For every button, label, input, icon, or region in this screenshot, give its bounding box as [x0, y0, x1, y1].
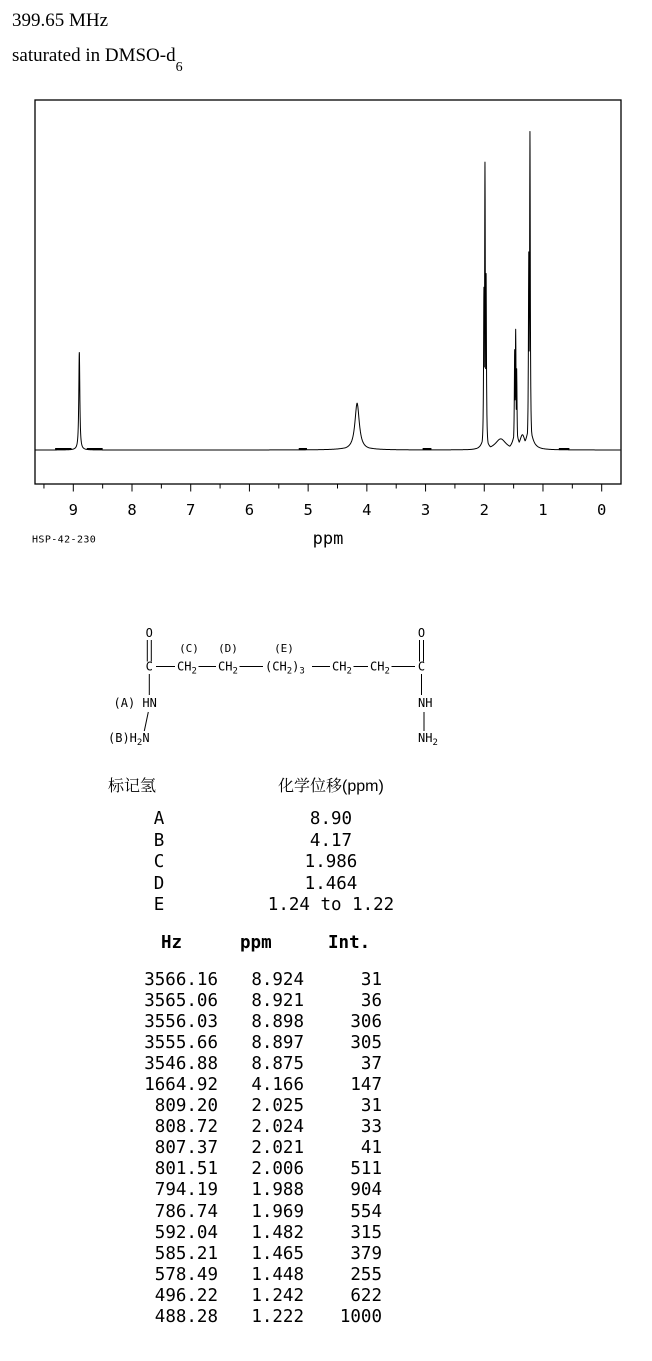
bond-line — [144, 712, 148, 731]
sample-solvent — [12, 45, 183, 75]
peak-intensity: 315 — [350, 1222, 382, 1243]
solvent-text: saturated in DMSO-d — [12, 45, 176, 66]
peak-ppm: 1.482 — [251, 1222, 304, 1243]
peak-table-row — [0, 1012, 382, 1033]
peak-table-row — [0, 1265, 382, 1286]
hydrazide-nh2-left: $(B)H_2N$ — [108, 731, 150, 748]
peak-hz: 585.21 — [154, 1243, 218, 1264]
peak-intensity: 255 — [350, 1264, 382, 1285]
peak-table-row — [0, 970, 382, 991]
molecular-structure-diagram — [100, 600, 500, 770]
peak-ppm: 8.924 — [251, 970, 304, 990]
proton-label-E: (E) — [274, 642, 294, 655]
assignment-row — [0, 831, 464, 853]
assignment-header-shift: 化学位移(ppm) — [278, 778, 384, 795]
peak-intensity: 554 — [350, 1201, 382, 1222]
solvent-subscript: 6 — [175, 60, 183, 75]
assignment-row — [0, 852, 464, 874]
peak-hz: 808.72 — [154, 1117, 218, 1138]
peak-intensity: 41 — [360, 1138, 382, 1159]
peak-ppm: 1.969 — [251, 1201, 304, 1222]
peak-ppm: 1.222 — [251, 1306, 304, 1327]
peak-hz: 1664.92 — [144, 1075, 218, 1096]
x-axis-tick-label: 4 — [362, 501, 372, 519]
peak-hz: 3546.88 — [144, 1054, 218, 1075]
x-axis-label: ppm — [312, 529, 344, 549]
proton-label-D: (D) — [218, 642, 238, 655]
assignment-shift: 4.17 — [309, 830, 353, 851]
assignment-label: A — [153, 809, 165, 829]
peak-table-row — [0, 1244, 382, 1265]
peak-hz: 3555.66 — [144, 1033, 218, 1054]
assignment-row — [0, 874, 464, 896]
peak-table-row — [0, 1054, 382, 1075]
peak-ppm: 4.166 — [251, 1075, 304, 1096]
x-axis-tick-label: 7 — [186, 501, 196, 519]
chain-ch2-1: $CH_2$ — [177, 659, 197, 677]
peak-ppm: 1.988 — [251, 1180, 304, 1201]
peak-hz: 488.28 — [154, 1306, 218, 1327]
hydrazide-nh2-right: $NH_2$ — [418, 731, 438, 748]
amide-nh-right: NH — [418, 696, 433, 710]
peak-ppm: 1.242 — [251, 1285, 304, 1306]
chain-ch2-2: $CH_2$ — [218, 659, 238, 677]
peak-table-row — [0, 1075, 382, 1096]
peak-hz: 786.74 — [154, 1201, 218, 1222]
assignment-label: E — [153, 895, 165, 915]
peak-hz: 3566.16 — [144, 970, 218, 990]
peak-table-header-ppm: ppm — [240, 933, 272, 953]
plot-id: HSP-42-230 — [32, 534, 97, 546]
carbonyl-carbon-right: C — [417, 659, 426, 674]
peak-hz: 809.20 — [154, 1096, 218, 1117]
spectrum-trace — [36, 132, 621, 450]
peak-intensity: 147 — [350, 1075, 382, 1096]
peak-hz: 3565.06 — [144, 991, 218, 1012]
chain-ch2-3: $CH_2$ — [332, 659, 352, 677]
peak-intensity: 33 — [360, 1117, 382, 1138]
peak-ppm: 2.025 — [251, 1096, 304, 1117]
peak-table-row — [0, 1202, 382, 1223]
nmr-spectrum-plot — [0, 90, 652, 560]
assignment-label: B — [153, 830, 165, 851]
assignment-header-hydrogen: 标记氢 — [108, 778, 157, 795]
peak-ppm: 1.465 — [251, 1243, 304, 1264]
peak-table-row — [0, 1286, 382, 1307]
amide-nh-left: (A) HN — [113, 696, 157, 710]
peak-ppm: 1.448 — [251, 1264, 304, 1285]
peak-hz: 801.51 — [154, 1159, 218, 1180]
assignment-shift: 8.90 — [309, 809, 353, 829]
proton-label-C: (C) — [179, 642, 199, 655]
peak-table-row — [0, 1223, 382, 1244]
peak-intensity: 31 — [360, 1096, 382, 1117]
peak-table-header-int: Int. — [328, 933, 371, 953]
peak-intensity: 622 — [350, 1285, 382, 1306]
carbonyl-oxygen-left: O — [145, 626, 153, 640]
x-axis-tick-label: 0 — [597, 501, 607, 519]
peak-hz: 592.04 — [154, 1222, 218, 1243]
assignment-label: C — [153, 852, 165, 872]
assignment-row — [0, 809, 464, 831]
assignment-row — [0, 895, 464, 917]
peak-hz: 496.22 — [154, 1285, 218, 1306]
peak-table-row — [0, 1033, 382, 1054]
assignment-shift: 1.986 — [304, 852, 358, 872]
x-axis-tick-label: 5 — [303, 501, 313, 519]
chain-ch2-x3: $(CH_2)_3$ — [265, 659, 305, 677]
peak-ppm: 8.897 — [251, 1033, 304, 1054]
chain-ch2-4: $CH_2$ — [370, 659, 390, 677]
x-axis-tick-label: 8 — [127, 501, 137, 519]
peak-ppm: 8.898 — [251, 1012, 304, 1033]
peak-table-row — [0, 1307, 382, 1328]
x-axis-tick-label: 6 — [244, 501, 255, 519]
peak-ppm: 8.921 — [251, 991, 304, 1012]
peak-table-row — [0, 991, 382, 1012]
x-axis-tick-label: 3 — [420, 501, 431, 519]
spectrometer-frequency: 399.65 MHz — [12, 10, 109, 31]
peak-table-row — [0, 1138, 382, 1159]
peak-intensity: 511 — [350, 1159, 382, 1180]
carbonyl-carbon-left: C — [145, 659, 153, 674]
peak-hz: 794.19 — [154, 1180, 218, 1201]
assignment-table — [0, 809, 464, 917]
peak-ppm: 2.006 — [251, 1159, 304, 1180]
peak-table-row — [0, 1180, 382, 1201]
assignment-shift: 1.24 to 1.22 — [267, 895, 395, 915]
peak-ppm: 2.021 — [251, 1138, 304, 1159]
peak-intensity: 379 — [350, 1243, 382, 1264]
peak-list-table — [0, 970, 382, 1328]
peak-ppm: 8.875 — [251, 1054, 304, 1075]
assignment-label: D — [153, 873, 165, 894]
peak-intensity: 31 — [360, 970, 382, 990]
peak-hz: 578.49 — [154, 1264, 218, 1285]
peak-table-row — [0, 1159, 382, 1180]
peak-hz: 3556.03 — [144, 1012, 218, 1033]
x-axis-tick-label: 9 — [68, 501, 78, 519]
assignment-shift: 1.464 — [304, 873, 358, 894]
peak-table-row — [0, 1117, 382, 1138]
peak-intensity: 1000 — [339, 1306, 382, 1327]
peak-intensity: 904 — [350, 1180, 382, 1201]
peak-intensity: 36 — [360, 991, 382, 1012]
peak-hz: 807.37 — [154, 1138, 218, 1159]
peak-intensity: 306 — [350, 1012, 382, 1033]
peak-table-header-hz: Hz — [161, 933, 183, 953]
peak-intensity: 305 — [350, 1033, 382, 1054]
peak-intensity: 37 — [360, 1054, 382, 1075]
x-axis-tick-label: 2 — [479, 501, 489, 519]
peak-ppm: 2.024 — [251, 1117, 304, 1138]
peak-table-row — [0, 1096, 382, 1117]
carbonyl-oxygen-right: O — [417, 626, 426, 640]
x-axis-tick-label: 1 — [538, 501, 548, 519]
